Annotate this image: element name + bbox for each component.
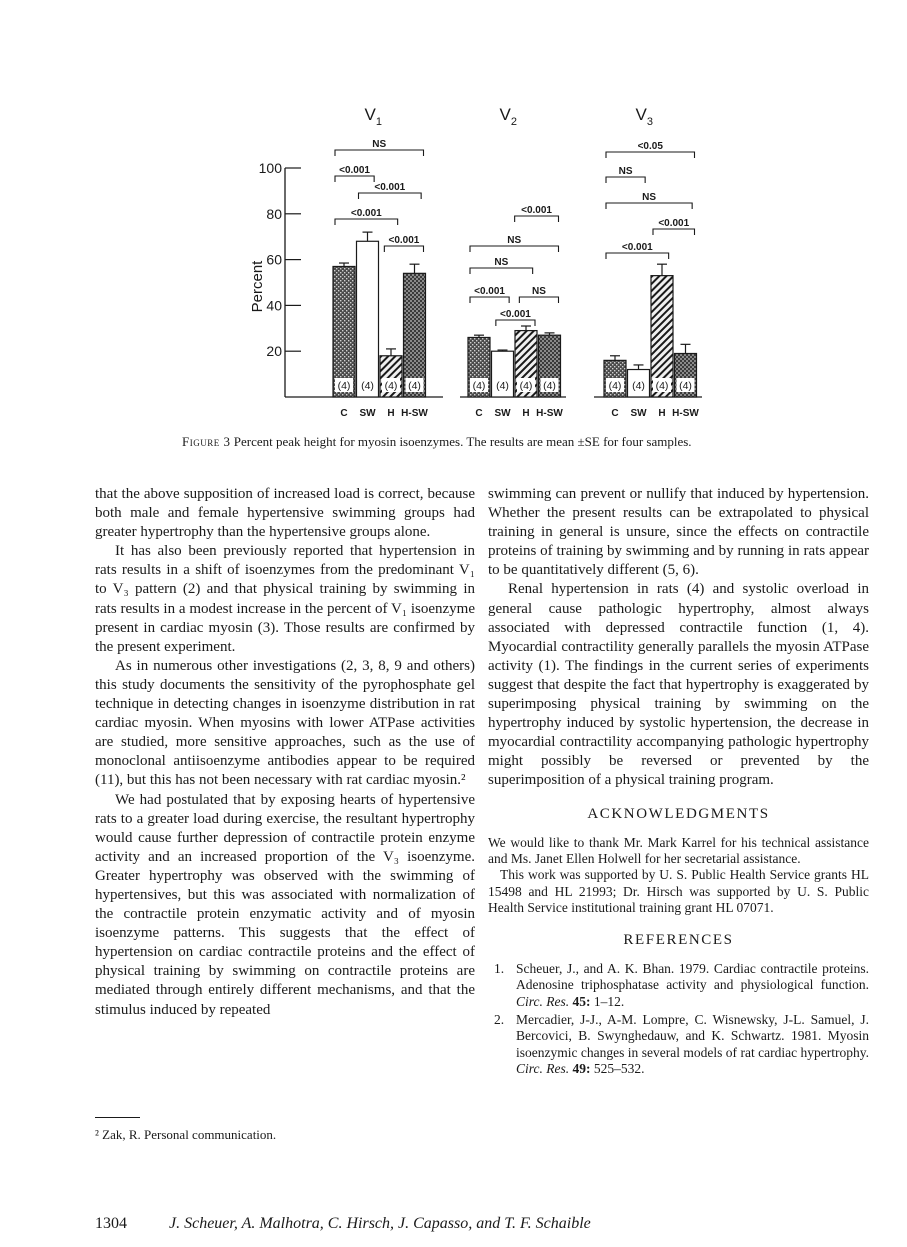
significance-label: <0.001 [339,165,371,176]
n-label: (4) [408,380,421,392]
ack-paragraph: This work was supported by U. S. Public Health Service grants HL 15498 and HL 21993; Dr. Hirsch was supported by U. S. Public Health Service institutional training grant HL 07071. [488,867,869,916]
reference-item [488,961,869,1010]
bar [333,266,355,397]
reference-list [488,961,869,1078]
ack-paragraph: We would like to thank Mr. Mark Karrel for his technical assistance and Ms. Janet Ellen Holwell for her secretarial assistance. [488,834,869,866]
n-label: (4) [608,380,622,392]
significance-bracket [606,177,645,183]
reference-text: Mercadier, J-J., A-M. Lompre, C. Wisnewsky, J-L. Samuel, J. Bercovici, B. Swynghedauw, and K. Schwartz. 1981. Myosin isoenzymic changes in several models of rat cardiac hypertrophy. Circ. Res. 49: 525–532. [516,1011,869,1077]
n-label: (4) [519,380,533,392]
left-column [95,485,475,1020]
significance-label: <0.05 [637,141,663,152]
significance-bracket [606,253,669,259]
significance-label: <0.001 [374,182,406,193]
significance-label: NS [642,192,657,203]
significance-label: <0.001 [621,242,653,253]
figure-caption [182,433,782,450]
significance-bracket [359,193,422,199]
y-tick-label: 40 [266,297,282,314]
y-axis-title: Percent [249,260,266,313]
significance-bracket [606,203,692,209]
n-label: (4) [361,380,374,392]
significance-bracket [335,150,424,156]
significance-bracket [384,246,423,252]
panel-title: $V_3$ [635,105,653,128]
significance-bracket [519,297,558,303]
category-label: SW [359,408,376,419]
bar [357,241,379,397]
paragraph: It has also been previously reported that hypertension in rats results in a shift of isoenzymes from the predominant V₁ to V₃ pattern (2) and that physical training by swimming in rats results in a modest increase in the percent of V₁ isoenzyme present in cardiac myosin (3). Those results are confirmed by the present experiment. [95,543,475,655]
n-label: (4) [655,380,669,392]
reference-item [488,1012,869,1078]
significance-label: NS [372,139,387,150]
significance-label: NS [507,235,522,246]
category-label: H-SW [401,408,428,419]
footnote-rule [95,1117,140,1118]
n-label: (4) [543,380,556,392]
significance-label: <0.001 [521,205,553,216]
panel-title: $V_2$ [499,105,517,128]
running-authors: J. Scheuer, A. Malhotra, C. Hirsch, J. Capasso, and T. F. Schaible [169,1215,591,1232]
y-tick-label: 20 [266,343,282,360]
significance-label: <0.001 [388,235,420,246]
footnote: ² Zak, R. Personal communication. [95,1127,277,1142]
caption-label: Figure 3 [182,434,231,449]
paragraph: swimming can prevent or nullify that induced by hypertension. Whether the present results can be extrapolated to physical training in general is unsure, since the effects on contractile proteins of training by swimming and by running in rats appear to be quantitatively different (5, 6). [488,486,869,579]
n-label: (4) [632,380,645,392]
category-label: H-SW [672,408,699,419]
significance-bracket [335,176,374,182]
panel-title: $V_1$ [364,105,382,128]
significance-bracket [470,297,509,303]
significance-bracket [653,229,695,235]
category-label: H [658,408,666,419]
n-label: (4) [337,380,351,392]
significance-bracket [335,219,398,225]
significance-label: <0.001 [499,309,531,320]
category-label: SW [494,408,511,419]
figure-3-chart [240,100,720,425]
n-label: (4) [679,380,692,392]
significance-label: NS [531,286,546,297]
y-tick-label: 100 [258,160,282,176]
y-tick-label: 60 [266,251,282,268]
reference-number: 2. [494,1011,505,1027]
running-footer [95,1215,591,1233]
page-number: 1304 [95,1215,127,1232]
category-label: C [340,408,348,419]
category-label: H [522,408,530,419]
category-label: C [475,408,483,419]
y-tick-label: 80 [266,205,282,222]
acknowledgments-heading: ACKNOWLEDGMENTS [587,805,770,822]
significance-label: <0.001 [658,218,690,229]
significance-bracket [606,152,695,158]
significance-label: <0.001 [474,286,506,297]
paragraph: that the above supposition of increased load is correct, because both male and female hypertensive swimming groups had greater hypertrophy than the hypertensive groups alone. [95,486,475,541]
significance-bracket [470,246,559,252]
reference-text: Scheuer, J., and A. K. Bhan. 1979. Cardiac contractile proteins. Adenosine triphosphatase activity and physiological function. Circ. Res. 45: 1–12. [516,960,869,1009]
significance-label: NS [618,166,633,177]
n-label: (4) [472,380,486,392]
significance-label: <0.001 [350,208,382,219]
reference-number: 1. [494,960,505,976]
references-heading: REFERENCES [623,931,734,948]
category-label: H [387,408,395,419]
n-label: (4) [384,380,398,392]
significance-bracket [470,268,533,274]
paragraph: As in numerous other investigations (2, 3, 8, 9 and others) this study documents the sensitivity of the pyrophosphate gel technique in detecting changes in isoenzyme distribution in rat cardiac myosin. When myosins with lower ATPase activities are studied, more sensitive approaches, such as the use of monoclonal antiisoenzyme antibodies appear to be required (11), but this has not been necessary with rat cardiac myosin.² [95,657,475,789]
significance-bracket [515,216,559,222]
caption-text: Percent peak height for myosin isoenzymes. The results are mean ±SE for four samples. [233,434,692,449]
category-label: C [611,408,619,419]
paragraph: Renal hypertension in rats (4) and systolic overload in general cause pathologic hypertrophy, almost always associated with depressed contractile function (1, 4). Myocardial contractility generally parallels the myosin ATPase activity (1). The findings in the current series of experiments suggest that despite the fact that hypertrophy is exaggerated by superimposing physical training by swimming on the hypertrophy induced by systolic hypertension, the decrease in myocardial contractility accompanying pathologic hypertrophy might possibly be reversed or prevented by the superimposition of a physical training program. [488,581,869,789]
category-label: H-SW [536,408,563,419]
acknowledgments [488,835,869,917]
paragraph: We had postulated that by exposing hearts of hypertensive rats to a greater load during exercise, the resultant hypertrophy would cause further depression of contractile protein enzyme activity and an increased proportion of the V₃ isoenzyme. Greater hypertrophy was observed with the swimming of hypertensives, but this was associated with normalization of the contractile protein enzymatic activity and of myosin isoenzyme patterns. This suggests that the effect of hypertension on cardiac contractile proteins and the effect of physical training by swimming on contractile proteins are mediated through entirely different mechanisms, and that the stimulus induced by repeated [95,791,475,1018]
n-label: (4) [496,380,509,392]
significance-bracket [496,320,535,326]
significance-label: NS [494,257,509,268]
right-column [488,485,869,1080]
category-label: SW [630,408,647,419]
